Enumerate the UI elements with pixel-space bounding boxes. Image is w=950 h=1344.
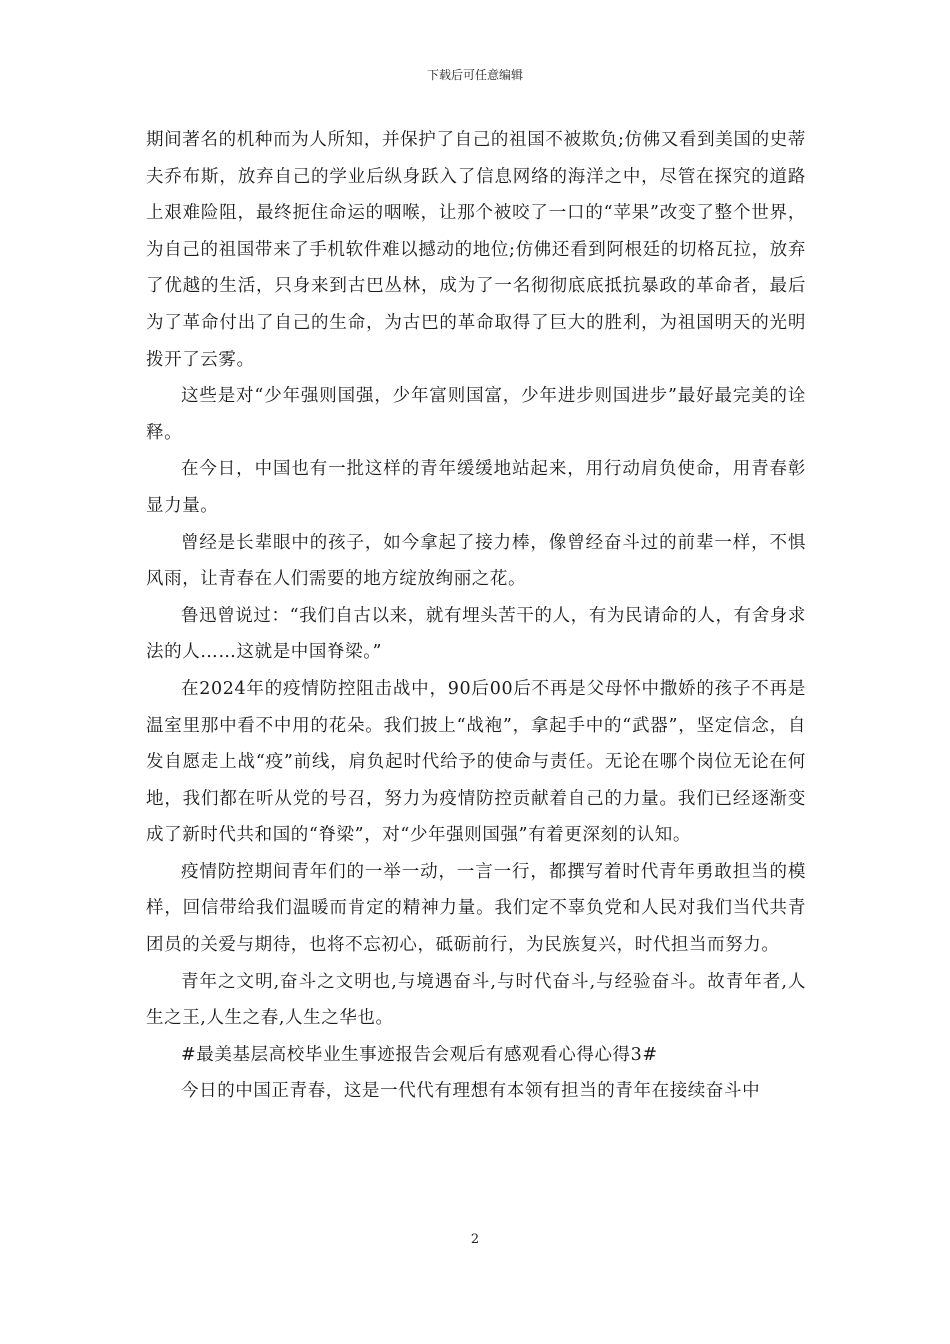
- section-heading: #最美基层高校毕业生事迹报告会观后有感观看心得心得3#: [181, 1044, 658, 1065]
- paragraph: 这些是对“少年强则国强，少年富则国富，少年进步则国进步”最好最完美的诠释。: [146, 386, 806, 443]
- paragraph: 鲁迅曾说过：“我们自古以来，就有埋头苦干的人，有为民请命的人，有舍身求法的人……这就是中国脊梁。”: [146, 605, 806, 663]
- paragraph: 青年之文明,奋斗之文明也,与境遇奋斗,与时代奋斗,与经验奋斗。故青年者,人生之王,人生之春,人生之华也。: [146, 971, 806, 1029]
- page-number: 2: [470, 1232, 480, 1247]
- paragraph: 在2024年的疫情防控阻击战中，90后00后不再是父母怀中撒娇的孩子不再是温室里那中看不中用的花朵。我们披上“战袍”，拿起手中的“武器”，坚定信念，自发自愿走上战“疫”前线，肩负起时代给予的使命与责任。无论在哪个岗位无论在何地，我们都在听从党的号召，努力为疫情防控贡献着自己的力量。我们已经逐渐变成了新时代共和国的“脊梁”，对“少年强则国强”有着更深刻的认知。: [146, 678, 806, 846]
- page-header: 下载后可任意编辑: [426, 68, 523, 82]
- paragraph: 疫情防控期间青年们的一举一动，一言一行，都撰写着时代青年勇敢担当的模样，回信带给我们温暖而肯定的精神力量。我们定不辜负党和人民对我们当代共青团员的关爱与期待，也将不忘初心，砥砺前行，为民族复兴，时代担当而努力。: [146, 861, 806, 956]
- paragraph: 在今日，中国也有一批这样的青年缓缓地站起来，用行动肩负使命，用青春彰显力量。: [146, 459, 806, 516]
- paragraph: 曾经是长辈眼中的孩子，如今拿起了接力棒，像曾经奋斗过的前辈一样，不惧风雨，让青春在人们需要的地方绽放绚丽之花。: [146, 532, 806, 590]
- document-body: [146, 122, 806, 1110]
- paragraph: 期间著名的机种而为人所知，并保护了自己的祖国不被欺负;仿佛又看到美国的史蒂夫乔布斯，放弃自己的学业后纵身跃入了信息网络的海洋之中，尽管在探究的道路上艰难险阻，最终扼住命运的咽喉，让那个被咬了一口的“苹果”改变了整个世界，为自己的祖国带来了手机软件难以撼动的地位;仿佛还看到阿根廷的切格瓦拉，放弃了优越的生活，只身来到古巴丛林，成为了一名彻彻底底抵抗暴政的革命者，最后为了革命付出了自己的生命，为古巴的革命取得了巨大的胜利，为祖国明天的光明拨开了云雾。: [146, 130, 806, 370]
- paragraph: 今日的中国正青春，这是一代代有理想有本领有担当的青年在接续奋斗中: [181, 1081, 761, 1102]
